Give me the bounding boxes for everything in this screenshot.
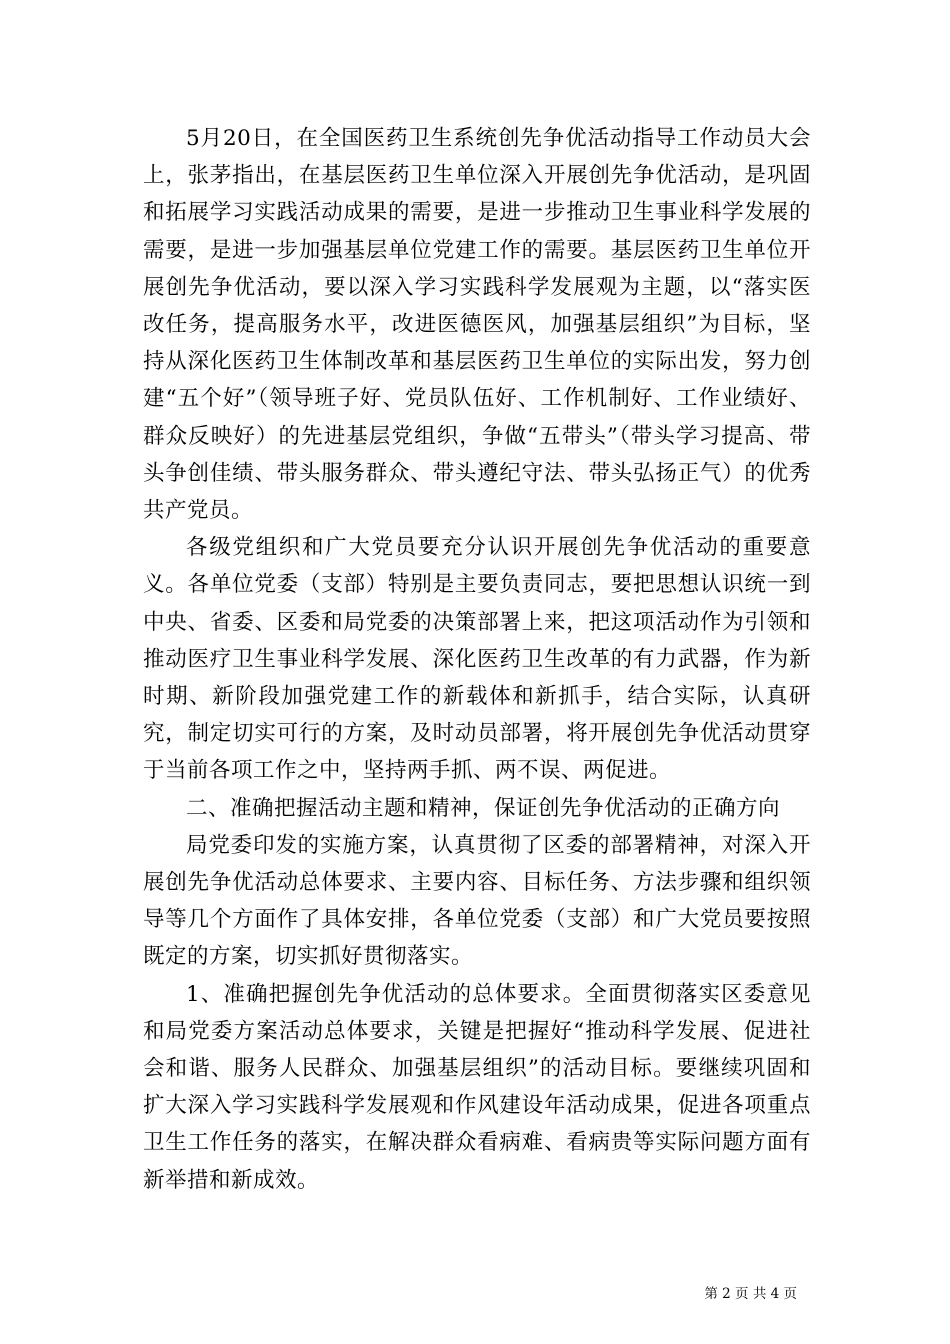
paragraph-3: 局党委印发的实施方案，认真贯彻了区委的部署精神，对深入开展创先争优活动总体要求、主要内容、目标任务、方法步骤和组织领导等几个方面作了具体安排，各单位党委（支部）和广大党员要按照既定的方案，切实抓好贯彻落实。 — [143, 832, 811, 970]
section-heading: 二、准确把握活动主题和精神，保证创先争优活动的正确方向 — [186, 795, 781, 821]
paragraph-4: 1、准确把握创先争优活动的总体要求。全面贯彻落实区委意见和局党委方案活动总体要求，关键是把握好“推动科学发展、促进社会和谐、服务人民群众、加强基层组织”的活动目标。要继续巩固和扩大深入学习实践科学发展观和作风建设年活动成果，促进各项重点卫生工作任务的落实，在解决群众看病难、看病贵等实际问题方面有新举措和新成效。 — [143, 981, 811, 1193]
document-body — [143, 120, 811, 1199]
paragraph-2: 各级党组织和广大党员要充分认识开展创先争优活动的重要意义。各单位党委（支部）特别是主要负责同志，要把思想认识统一到中央、省委、区委和局党委的决策部署上来，把这项活动作为引领和推动医疗卫生事业科学发展、深化医药卫生改革的有力武器，作为新时期、新阶段加强党建工作的新载体和新抓手，结合实际，认真研究，制定切实可行的方案，及时动员部署，将开展创先争优活动贯穿于当前各项工作之中，坚持两手抓、两不误、两促进。 — [143, 535, 811, 784]
page-number: 第 2 页 共 4 页 — [704, 1286, 797, 1302]
paragraph-1: 5月20日，在全国医药卫生系统创先争优活动指导工作动员大会上，张茅指出，在基层医药卫生单位深入开展创先争优活动，是巩固和拓展学习实践活动成果的需要，是进一步推动卫生事业科学发展的需要，是进一步加强基层单位党建工作的需要。基层医药卫生单位开展创先争优活动，要以深入学习实践科学发展观为主题，以“落实医改任务，提高服务水平，改进医德医风，加强基层组织”为目标，坚持从深化医药卫生体制改革和基层医药卫生单位的实际出发，努力创建“五个好”（领导班子好、党员队伍好、工作机制好、工作业绩好、群众反映好）的先进基层党组织，争做“五带头”（带头学习提高、带头争创佳绩、带头服务群众、带头遵纪守法、带头弘扬正气）的优秀共产党员。 — [143, 126, 811, 524]
